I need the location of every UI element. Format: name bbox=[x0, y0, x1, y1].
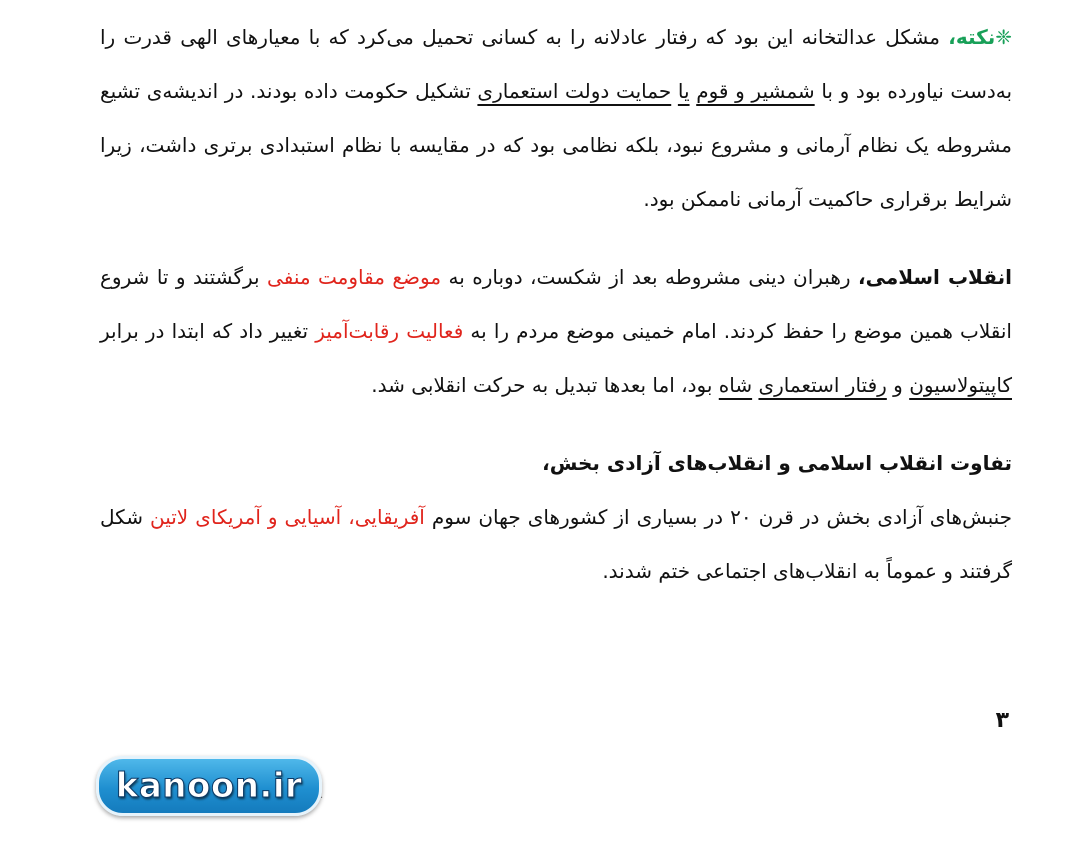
revolution-text-6: بود، اما بعدها تبدیل به حرکت انقلابی شد. bbox=[371, 373, 719, 397]
space bbox=[671, 79, 678, 103]
revolution-label: انقلاب اسلامی، bbox=[857, 265, 1013, 289]
underlined-sword-tribe: شمشیر و قوم bbox=[696, 79, 815, 103]
liberation-text-2: شکل گرفتند و عموماً به انقلاب‌های اجتماعی ختم شدند. bbox=[100, 505, 1012, 583]
section-heading: تفاوت انقلاب اسلامی و انقلاب‌های آزادی بخش، bbox=[542, 451, 1012, 475]
liberation-paragraph bbox=[100, 490, 1012, 598]
underlined-colonial-behavior: رفتار استعماری bbox=[758, 373, 887, 397]
liberation-text-1: جنبش‌های آزادی بخش در قرن ۲۰ در بسیاری از کشورهای جهان سوم bbox=[424, 505, 1012, 529]
revolution-text-1: رهبران دینی مشروطه بعد از شکست، دوباره به bbox=[441, 265, 858, 289]
note-line-2d: تشکیل حکومت داده بودند. bbox=[250, 79, 478, 103]
kanoon-logo[interactable] bbox=[96, 756, 322, 816]
logo-dot-mark: . bbox=[320, 790, 324, 801]
underlined-colonial-support: حمایت دولت استعماری bbox=[477, 79, 672, 103]
revolution-paragraph bbox=[100, 250, 1012, 412]
revolution-text-4: و bbox=[886, 373, 910, 397]
note-line-1: مشکل عدالتخانه این بود که رفتار عادلانه را به کسانی تحمیل می‌کرد که با معیارهای الهی bbox=[180, 25, 949, 49]
highlight-competitive-activity: فعالیت رقابت‌آمیز bbox=[315, 319, 464, 343]
note-line-3: در اندیشه‌ی تشیع مشروطه یک نظام آرمانی و مشروع نبود، بلکه نظامی بود که در مقایسه با نظام bbox=[100, 79, 1013, 157]
note-paragraph bbox=[100, 10, 1012, 226]
underlined-capitulation: کاپیتولاسیون bbox=[909, 373, 1012, 397]
highlight-regions: آفریقایی، آسیایی و آمریکای لاتین bbox=[149, 505, 425, 529]
note-marker: ❈نکته، bbox=[948, 25, 1013, 49]
page-number: ۳ bbox=[995, 708, 1009, 733]
note-line-4: استبدادی برتری داشت، زیرا شرایط برقراری حاکمیت آرمانی ناممکن بود. bbox=[100, 133, 1012, 211]
note-line-2a: قدرت را به‌دست نیاورده بود و با bbox=[100, 25, 1013, 103]
highlight-negative-resistance: موضع مقاومت منفی bbox=[267, 265, 442, 289]
underlined-shah: شاه bbox=[718, 373, 753, 397]
underlined-or: یا bbox=[677, 79, 690, 103]
revolution-text-3: تغییر داد که ابتدا در برابر bbox=[100, 319, 316, 343]
document-page bbox=[100, 10, 1012, 598]
revolution-text-2: برگشتند و تا شروع انقلاب همین موضع را حفظ کردند. امام خمینی موضع مردم را به bbox=[100, 265, 1012, 343]
logo-text: kanoon.ir bbox=[115, 766, 303, 806]
